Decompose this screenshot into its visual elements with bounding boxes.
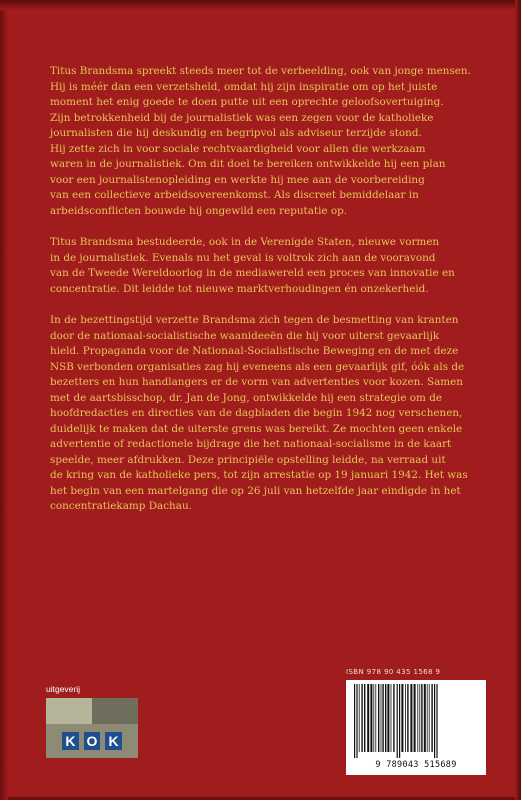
barcode-bar: [370, 684, 372, 752]
blurb-paragraph-1: Titus Brandsma spreekt steeds meer tot de verbeelding, ook van jonge mensen. Hij is méér dan een verzetsheld, omdat hij zijn inspiratie om op het juiste moment het enig goede te doen putte uit een oprechte geloofsovertuiging. Zijn betrokkenheid bij de journalistiek was een zegen voor de katholieke journalisten die hij deskundig en begripvol als adviseur terzijde stond. Hij zette zich in voor sociale rechtvaardigheid voor allen die werkzaam waren in de journalistiek. Om dit doel te bereiken ontwikkelde hij een plan voor een journalistenopleiding en werkte hij mee aan de voorbereiding van een collectieve arbeidsovereenkomst. Als discreet bemiddelaar in arbeidsconflicten bouwde hij ongewild een reputatie op.: [50, 65, 471, 217]
spine-edge: [0, 0, 8, 800]
barcode-bar: [361, 684, 362, 752]
barcode-bar: [429, 684, 430, 752]
barcode: [346, 680, 486, 775]
barcode-bar: [401, 684, 403, 752]
barcode-bar: [414, 684, 416, 752]
barcode-bar: [354, 684, 355, 758]
barcode-bar: [410, 684, 412, 752]
barcode-bars: [352, 684, 480, 758]
barcode-bar: [424, 684, 426, 752]
barcode-bar: [405, 684, 406, 752]
barcode-bar: [375, 684, 376, 752]
barcode-bar: [407, 684, 408, 752]
barcode-bar: [421, 684, 422, 752]
barcode-bar: [434, 684, 435, 758]
logo-letter: O: [84, 732, 101, 750]
logo-block-light: [46, 698, 92, 724]
isbn-label: ISBN 978 90 435 1568 9: [346, 668, 441, 676]
barcode-bar: [381, 684, 382, 752]
logo-letter: K: [105, 732, 121, 750]
barcode-bar: [385, 684, 386, 752]
barcode-bar: [431, 684, 432, 752]
barcode-bar: [427, 684, 428, 752]
barcode-bar: [356, 684, 357, 758]
barcode-bar: [397, 684, 398, 758]
barcode-bar: [399, 684, 400, 758]
barcode-bar: [436, 684, 437, 758]
blurb-paragraph-3: In de bezettingstijd verzette Brandsma zich tegen de besmetting van kranten door de nationaal-socialistische waanideeën die hij voor uiterst gevaarlijk hield. Propaganda voor de Nationaal-Socialistische Beweging en de met deze NSB verbonden organisaties zag hij eveneens als een gevaarlijk gif, óók als de bezetters en hun handlangers er de vorm van advertenties voor kozen. Samen met de aartsbisschop, dr. Jan de Jong, ontwikkelde hij een strategie om de hoofdredacties en directies van de dagbladen die begin 1942 nog verschenen, duidelijk te maken dat de uiterste grens was bereikt. Ze mochten geen enkele advertentie of redactionele bijdrage die het nationaal-socialisme in de kaart speelde, meer afdrukken. Deze principiële opstelling leidde, na verraad uit de kring van de katholieke pers, tot zijn arrestatie op 19 januari 1942. Het was het begin van een martelgang die op 26 juli van hetzelfde jaar eindigde in het concentratiekamp Dachau.: [50, 314, 468, 512]
barcode-bar: [367, 684, 369, 752]
barcode-number: 9 789043 515689: [375, 760, 457, 770]
barcode-bar: [417, 684, 418, 752]
barcode-bar: [378, 684, 379, 752]
logo-wordmark: [50, 724, 134, 758]
blurb-text: [50, 64, 480, 531]
top-edge: [0, 0, 521, 10]
barcode-bar: [391, 684, 392, 752]
publisher-logo: [46, 698, 138, 758]
barcode-bar: [387, 684, 389, 752]
barcode-bar: [364, 684, 365, 752]
barcode-bar: [373, 684, 374, 752]
barcode-bar: [359, 684, 360, 752]
barcode-bar: [419, 684, 420, 752]
publisher-label: uitgeverij: [46, 684, 81, 694]
barcode-bar: [382, 684, 383, 752]
blurb-paragraph-2: Titus Brandsma bestudeerde, ook in de Verenigde Staten, nieuwe vormen in de journalistiek. Evenals nu het geval is voltrok zich aan de vooravond van de Tweede Wereldoorlog in de mediawereld een proces van innovatie en concentratie. Dit leidde tot nieuwe marktverhoudingen én onzekerheid.: [50, 236, 455, 295]
barcode-bar: [393, 684, 394, 752]
page-edge: [515, 0, 521, 800]
logo-block-dark: [92, 698, 138, 724]
logo-letter: K: [62, 732, 78, 750]
